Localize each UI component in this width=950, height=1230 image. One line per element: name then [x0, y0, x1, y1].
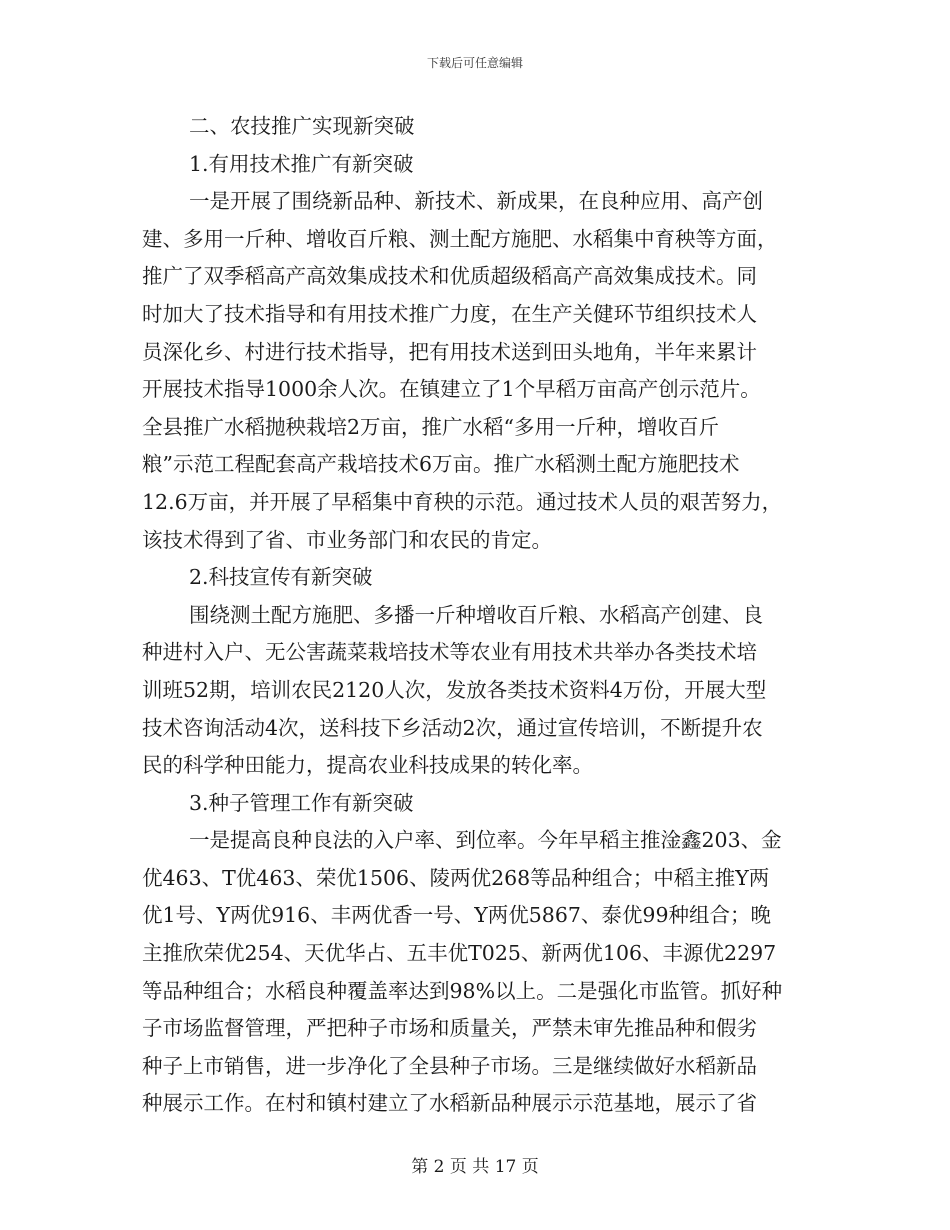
paragraph-line: 主推欣荣优254、天优华占、五丰优T025、新两优106、丰源优2297	[142, 941, 777, 966]
paragraph-line: 开展技术指导1000余人次。在镇建立了1个早稻万亩高产创示范片。	[142, 377, 761, 402]
subsection-heading: 3.种子管理工作有新突破	[189, 790, 414, 815]
paragraph-line: 优1号、Y两优916、丰两优香一号、Y两优5867、泰优99种组合；晚	[142, 903, 771, 928]
paragraph-line: 技术咨询活动4次，送科技下乡活动2次，通过宣传培训，不断提升农	[142, 715, 763, 740]
document-body	[142, 108, 810, 1123]
paragraph-line: 等品种组合；水稻良种覆盖率达到98%以上。二是强化市监管。抓好种	[142, 978, 783, 1003]
page-number-footer: 第 2 页 共 17 页	[411, 1157, 539, 1177]
paragraph-line: 时加大了技术指导和有用技术推广力度，在生产关健环节组织技术人	[142, 301, 757, 326]
paragraph-line: 建、多用一斤种、增收百斤粮、测土配方施肥、水稻集中育秧等方面，	[142, 226, 778, 251]
paragraph-line: 优463、T优463、荣优1506、陵两优268等品种组合；中稻主推Y两	[142, 865, 770, 890]
paragraph-line: 围绕测土配方施肥、多播一斤种增收百斤粮、水稻高产创建、良	[189, 602, 763, 627]
section-heading: 二、农技推广实现新突破	[189, 114, 415, 138]
paragraph-line: 员深化乡、村进行技术指导，把有用技术送到田头地角，半年来累计	[142, 339, 757, 364]
paragraph-line: 民的科学种田能力，提高农业科技成果的转化率。	[142, 753, 593, 778]
page-header: 下载后可任意编辑	[426, 56, 523, 70]
paragraph-line: 训班52期，培训农民2120人次，发放各类技术资料4万份，开展大型	[142, 677, 767, 702]
paragraph-line: 一是开展了围绕新品种、新技术、新成果，在良种应用、高产创	[189, 189, 763, 214]
subsection-heading: 1.有用技术推广有新突破	[189, 151, 414, 176]
paragraph-line: 全县推广水稻抛秧栽培2万亩，推广水稻“多用一斤种，增收百斤	[142, 414, 720, 439]
paragraph-line: 12.6万亩，并开展了早稻集中育秧的示范。通过技术人员的艰苦努力，	[142, 489, 783, 514]
paragraph-line: 粮”示范工程配套高产栽培技术6万亩。推广水稻测土配方施肥技术	[142, 452, 740, 477]
subsection-heading: 2.科技宣传有新突破	[189, 565, 373, 590]
paragraph-line: 种子上市销售，进一步净化了全县种子市场。三是继续做好水稻新品	[142, 1053, 757, 1078]
paragraph-line: 一是提高良种良法的入户率、到位率。今年早稻主推淦鑫203、金	[189, 828, 782, 853]
paragraph-line: 种展示工作。在村和镇村建立了水稻新品种展示示范基地，展示了省	[142, 1091, 757, 1116]
paragraph-line: 子市场监督管理，严把种子市场和质量关，严禁未审先推品种和假劣	[142, 1016, 757, 1041]
paragraph-line: 推广了双季稻高产高效集成技术和优质超级稻高产高效集成技术。同	[142, 264, 757, 289]
paragraph-line: 该技术得到了省、市业务部门和农民的肯定。	[142, 527, 552, 552]
paragraph-line: 种进村入户、无公害蔬菜栽培技术等农业有用技术共举办各类技术培	[142, 640, 757, 665]
